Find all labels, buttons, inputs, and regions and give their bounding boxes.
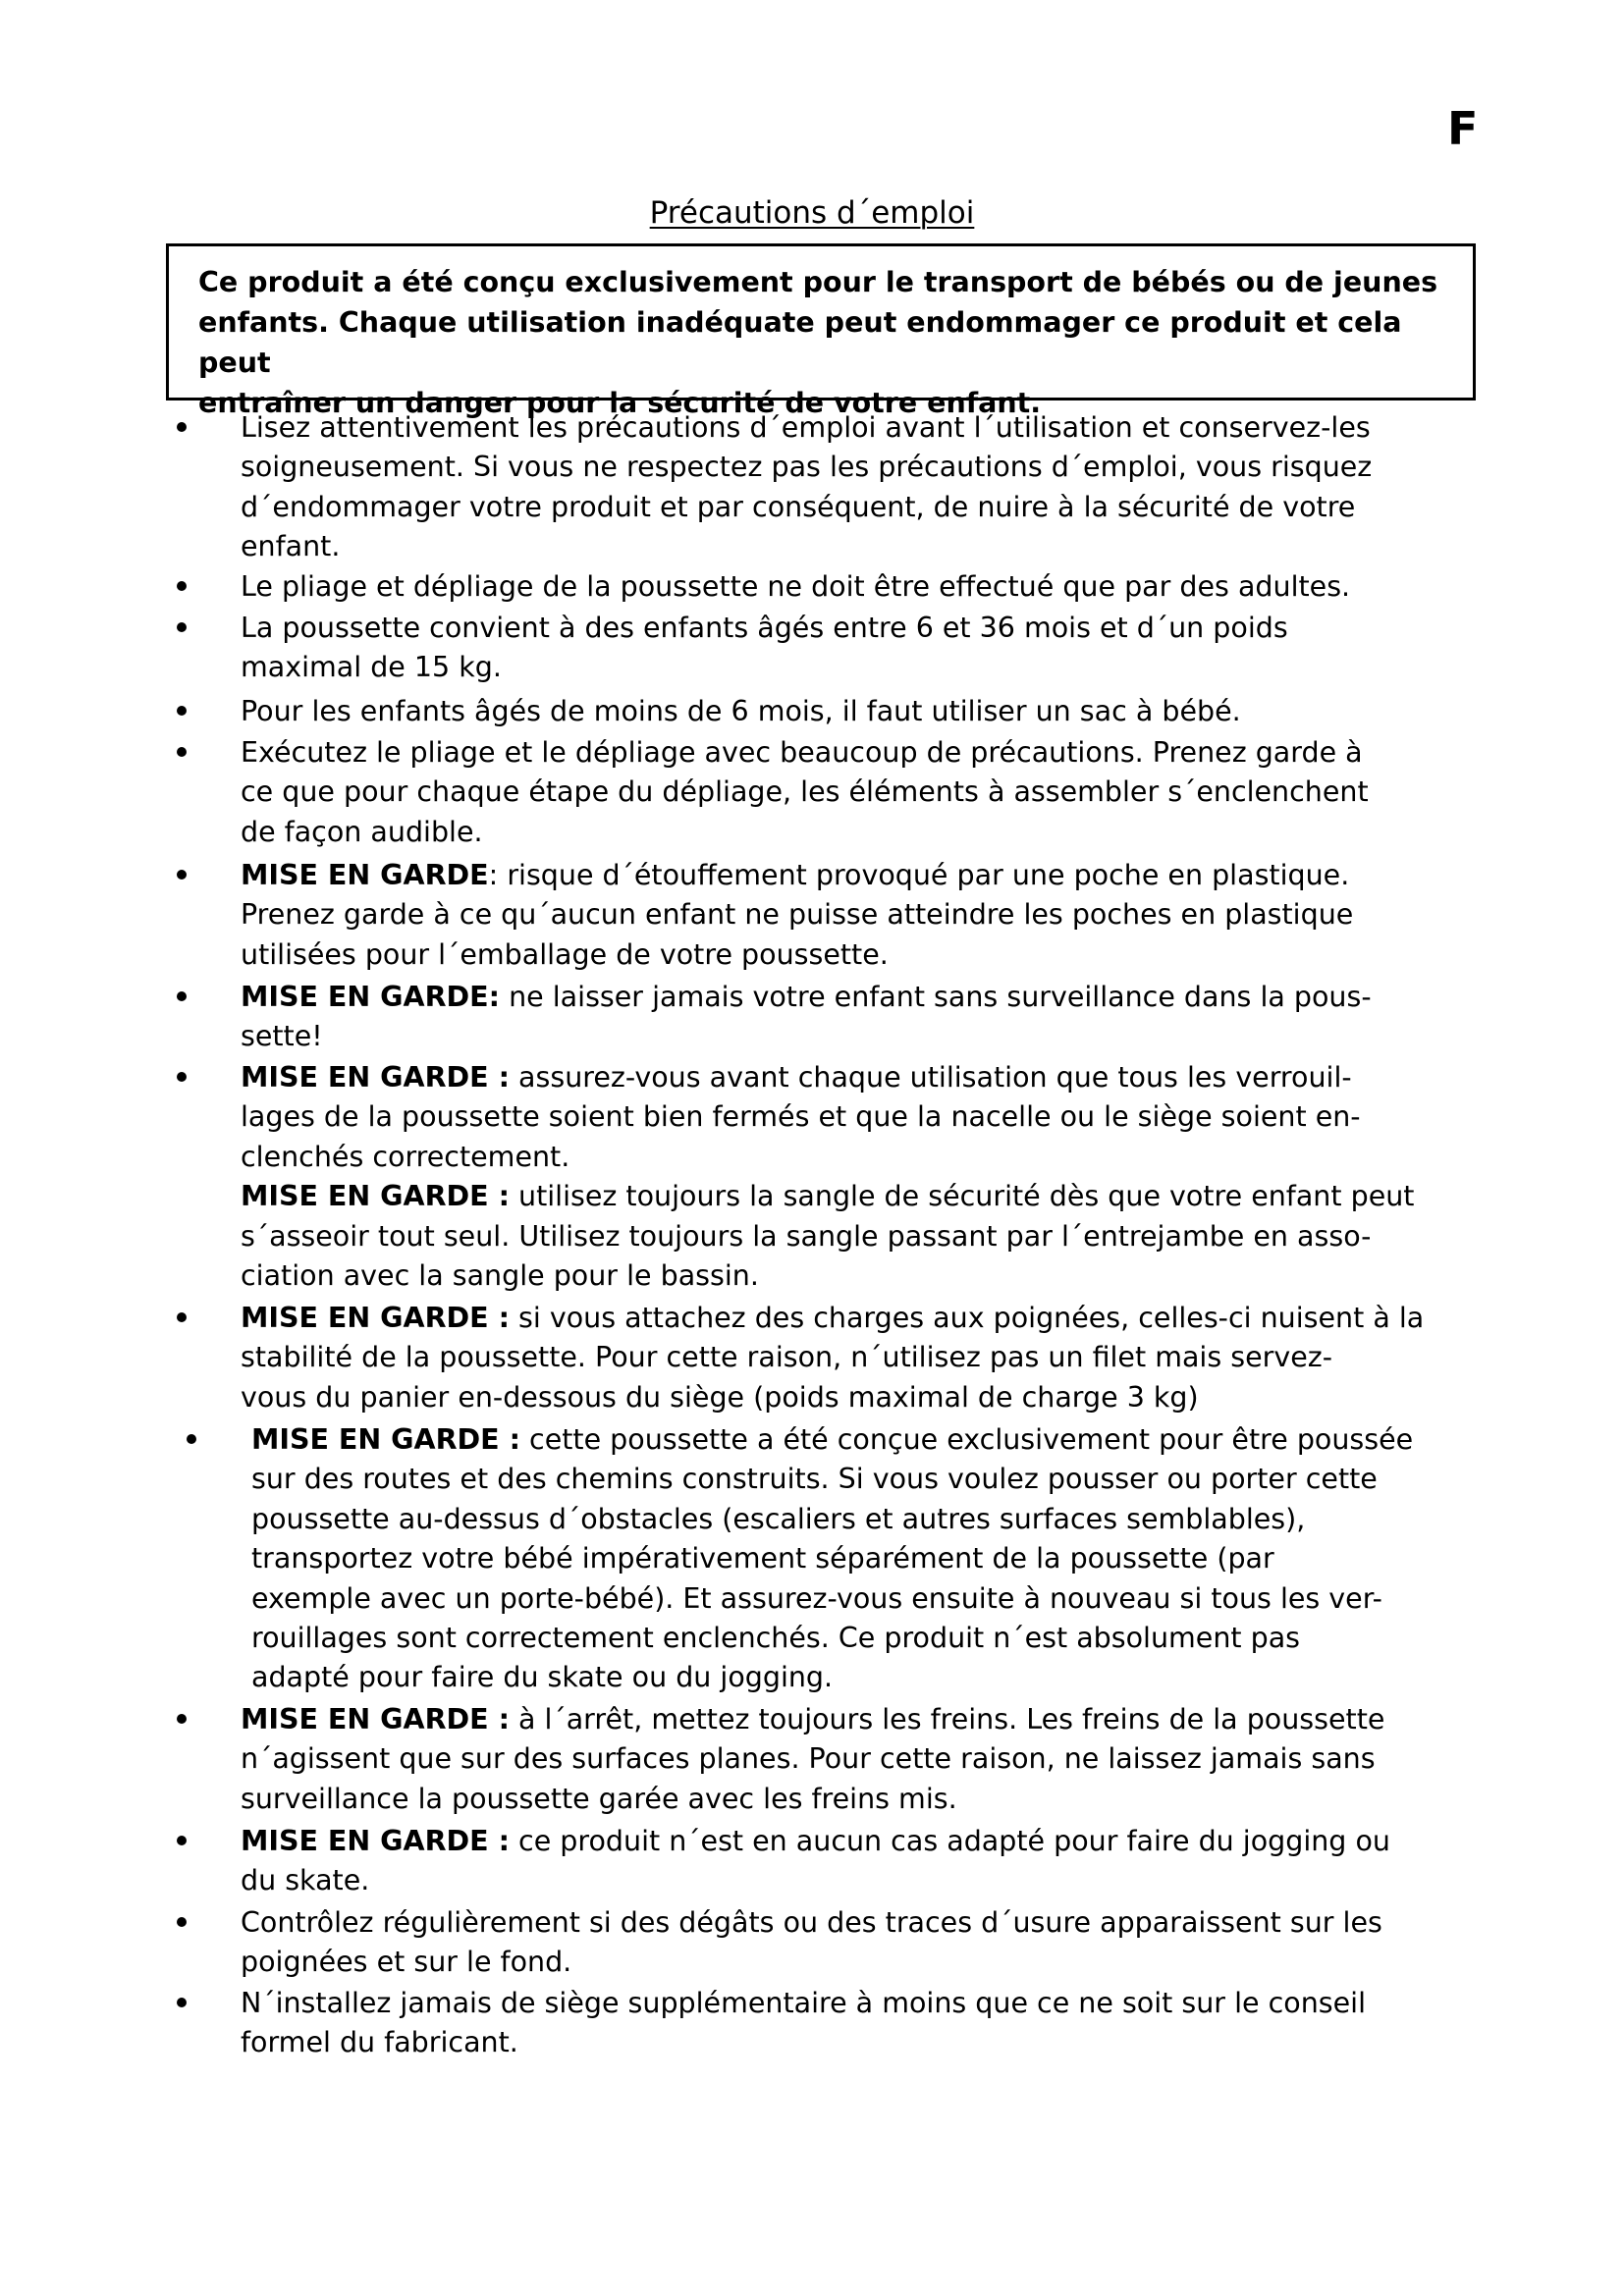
precaution-line [241, 609, 1624, 648]
precaution-line-text: du skate. [241, 1864, 370, 1897]
precaution-line-text: sette! [241, 1020, 323, 1053]
precaution-line-text: à l´arrêt, mettez toujours les freins. Les freins de la poussette [509, 1703, 1385, 1735]
precaution-line [241, 567, 1624, 607]
precaution-line-text: N´installez jamais de siège supplémentaire à moins que ce ne soit sur le conseil [241, 1987, 1366, 2019]
precaution-line [241, 1739, 1624, 1779]
warning-label: MISE EN GARDE : [241, 1825, 510, 1857]
bullet-icon [177, 692, 189, 704]
precaution-item [0, 1822, 1624, 1901]
bullet-icon [177, 1822, 189, 1834]
precaution-line-text: sur des routes et des chemins construits. Si vous voulez pousser ou porter cette [251, 1463, 1378, 1496]
precaution-item [0, 567, 1624, 607]
precaution-text [241, 567, 1624, 607]
precaution-line [241, 1700, 1624, 1739]
precaution-line [241, 2023, 1624, 2062]
warning-line: enfants. Chaque utilisation inadéquate peut endommager ce produit et cela peut [198, 306, 1402, 379]
precaution-line-text: cette poussette a été conçue exclusivement pour être poussée [519, 1423, 1414, 1456]
precaution-text [241, 856, 1624, 975]
precaution-line-text: Le pliage et dépliage de la poussette ne doit être effectué que par des adultes. [241, 570, 1351, 603]
precaution-text [241, 692, 1624, 731]
precaution-line-text: Prenez garde à ce qu´aucun enfant ne puisse atteindre les poches en plastique [241, 898, 1354, 932]
precaution-line-text: enfant. [241, 530, 341, 563]
precaution-item [0, 978, 1624, 1057]
bullet-icon [177, 978, 189, 989]
precaution-item [0, 609, 1624, 688]
precaution-line [241, 1256, 1624, 1296]
precaution-item [0, 408, 1624, 567]
warning-label: MISE EN GARDE : [241, 1703, 510, 1735]
precaution-line-text: : risque d´étouffement provoqué par une poche en plastique. [488, 859, 1350, 891]
precaution-text [241, 408, 1624, 567]
precaution-item [0, 1903, 1624, 1983]
precaution-line [251, 1420, 1624, 1460]
precaution-line-text: transportez votre bébé impérativement séparément de la poussette (par [251, 1542, 1274, 1575]
precaution-line-text: ne laisser jamais votre enfant sans surveillance dans la pous- [500, 981, 1372, 1013]
precaution-line-text: s´asseoir tout seul. Utilisez toujours la sangle passant par l´entrejambe en asso- [241, 1219, 1372, 1253]
precaution-line-text: maximal de 15 kg. [241, 651, 502, 684]
precaution-line [241, 935, 1624, 975]
precaution-line [241, 1984, 1624, 2023]
bullet-icon [177, 1299, 189, 1310]
bullet-icon [177, 567, 189, 579]
precaution-line [241, 1097, 1624, 1137]
precaution-line-text: ce produit n´est en aucun cas adapté pour faire du jogging ou [509, 1825, 1390, 1857]
precaution-text [241, 1903, 1624, 1983]
precaution-text [241, 1984, 1624, 2063]
page-title [0, 195, 1624, 232]
warning-label: MISE EN GARDE [241, 859, 489, 891]
precaution-line [241, 448, 1624, 487]
bullet-icon [177, 1700, 189, 1712]
precaution-item [0, 733, 1624, 852]
precaution-line [241, 488, 1624, 527]
precaution-line [251, 1658, 1624, 1697]
precaution-line [241, 1861, 1624, 1900]
precaution-line-text: Lisez attentivement les précautions d´emploi avant l´utilisation et conservez-les [241, 411, 1371, 444]
precaution-line [251, 1539, 1624, 1578]
precaution-line [241, 1822, 1624, 1861]
warning-label: MISE EN GARDE : [241, 1302, 510, 1334]
precaution-line [241, 1058, 1624, 1097]
warning-label: MISE EN GARDE : [241, 1180, 510, 1213]
precaution-line [251, 1460, 1624, 1499]
language-marker: F [1447, 102, 1479, 155]
precaution-line-text: Exécutez le pliage et le dépliage avec beaucoup de précautions. Prenez garde à [241, 736, 1363, 769]
precaution-line [241, 773, 1624, 812]
precaution-line-text: de façon audible. [241, 815, 483, 848]
precaution-line [241, 1780, 1624, 1819]
warning-label: MISE EN GARDE: [241, 981, 501, 1013]
precaution-text [251, 1420, 1624, 1698]
precaution-line [241, 978, 1624, 1017]
warning-label: MISE EN GARDE : [241, 1061, 510, 1094]
bullet-icon [177, 1984, 189, 1996]
precaution-line-text: Pour les enfants âgés de moins de 6 mois, il faut utiliser un sac à bébé. [241, 695, 1241, 727]
precaution-line [241, 1217, 1624, 1256]
precaution-line-text: Contrôlez régulièrement si des dégâts ou des traces d´usure apparaissent sur les [241, 1906, 1382, 1939]
precaution-line-text: lages de la poussette soient bien fermés et que la nacelle ou le siège soient en- [241, 1100, 1361, 1134]
precaution-item [0, 692, 1624, 731]
precaution-item [0, 1058, 1624, 1296]
warning-box [166, 243, 1476, 419]
precaution-line [241, 1943, 1624, 1982]
precaution-line-text: poignées et sur le fond. [241, 1946, 572, 1979]
page-title-text: Précautions d´emploi [649, 195, 975, 231]
precaution-line-text: utilisées pour l´emballage de votre poussette. [241, 937, 889, 971]
precaution-line-text: ce que pour chaque étape du dépliage, les éléments à assembler s´enclenchent [241, 775, 1369, 809]
precaution-item [0, 1700, 1624, 1819]
precaution-text [241, 733, 1624, 852]
bullet-icon [187, 1420, 198, 1432]
warning-label: MISE EN GARDE : [251, 1423, 520, 1456]
precaution-line-text: surveillance la poussette garée avec les freins mis. [241, 1782, 957, 1815]
bullet-icon [177, 609, 189, 620]
precaution-line-text: formel du fabricant. [241, 2026, 518, 2059]
warning-line: Ce produit a été conçu exclusivement pour le transport de bébés ou de jeunes [198, 266, 1438, 298]
precaution-line-text: La poussette convient à des enfants âgés entre 6 et 36 mois et d´un poids [241, 612, 1288, 644]
precaution-text [241, 1058, 1624, 1296]
precaution-line-text: vous du panier en-dessous du siège (poids maximal de charge 3 kg) [241, 1380, 1199, 1414]
precaution-text [241, 1822, 1624, 1901]
precaution-line [251, 1619, 1624, 1658]
precaution-line [241, 1903, 1624, 1943]
precaution-line-text: rouillages sont correctement enclenchés. Ce produit n´est absolument pas [251, 1622, 1301, 1655]
precaution-line-text: stabilité de la poussette. Pour cette raison, n´utilisez pas un filet mais servez- [241, 1341, 1333, 1374]
precaution-text [241, 1700, 1624, 1819]
precaution-item [0, 1984, 1624, 2063]
precaution-line [241, 1378, 1624, 1417]
precaution-line [241, 527, 1624, 566]
precaution-text [241, 609, 1624, 688]
precaution-line [241, 1299, 1624, 1338]
precaution-line-text: exemple avec un porte-bébé). Et assurez-vous ensuite à nouveau si tous les ver- [251, 1581, 1382, 1615]
precaution-text [241, 1299, 1624, 1417]
bullet-icon [177, 1058, 189, 1070]
precaution-line [251, 1500, 1624, 1539]
precaution-line [241, 1177, 1624, 1216]
precaution-line-text: clenchés correctement. [241, 1140, 570, 1173]
precaution-line-text: poussette au-dessus d´obstacles (escaliers et autres surfaces semblables), [251, 1502, 1306, 1535]
precaution-line [241, 408, 1624, 448]
precaution-line-text: assurez-vous avant chaque utilisation que tous les verrouil- [509, 1061, 1352, 1094]
precaution-line-text: utilisez toujours la sangle de sécurité dès que votre enfant peut [509, 1180, 1415, 1213]
warning-line: entraîner un danger pour la sécurité de votre enfant. [198, 387, 1042, 419]
precaution-line [241, 856, 1624, 895]
precaution-line [241, 1017, 1624, 1056]
bullet-icon [177, 1903, 189, 1915]
bullet-icon [177, 856, 189, 868]
precaution-line-text: si vous attachez des charges aux poignées, celles-ci nuisent à la [509, 1302, 1425, 1334]
precaution-line [241, 1138, 1624, 1177]
precaution-line [241, 1338, 1624, 1377]
precaution-line [241, 733, 1624, 773]
precaution-line [241, 813, 1624, 852]
bullet-icon [177, 408, 189, 420]
precaution-item [0, 856, 1624, 975]
precaution-line-text: ciation avec la sangle pour le bassin. [241, 1259, 759, 1293]
precaution-line [241, 692, 1624, 731]
precaution-line-text: adapté pour faire du skate ou du jogging. [251, 1661, 834, 1694]
warning-text [198, 262, 1447, 423]
precaution-line-text: soigneusement. Si vous ne respectez pas les précautions d´emploi, vous risquez [241, 451, 1373, 484]
precaution-text [241, 978, 1624, 1057]
precaution-line-text: d´endommager votre produit et par conséquent, de nuire à la sécurité de votre [241, 490, 1356, 523]
precaution-line [241, 648, 1624, 687]
precaution-line-text: n´agissent que sur des surfaces planes. Pour cette raison, ne laissez jamais sans [241, 1742, 1376, 1776]
precaution-line [241, 895, 1624, 934]
precaution-item [0, 1420, 1624, 1698]
bullet-icon [177, 733, 189, 745]
precaution-item [0, 1299, 1624, 1417]
precaution-line [251, 1579, 1624, 1619]
